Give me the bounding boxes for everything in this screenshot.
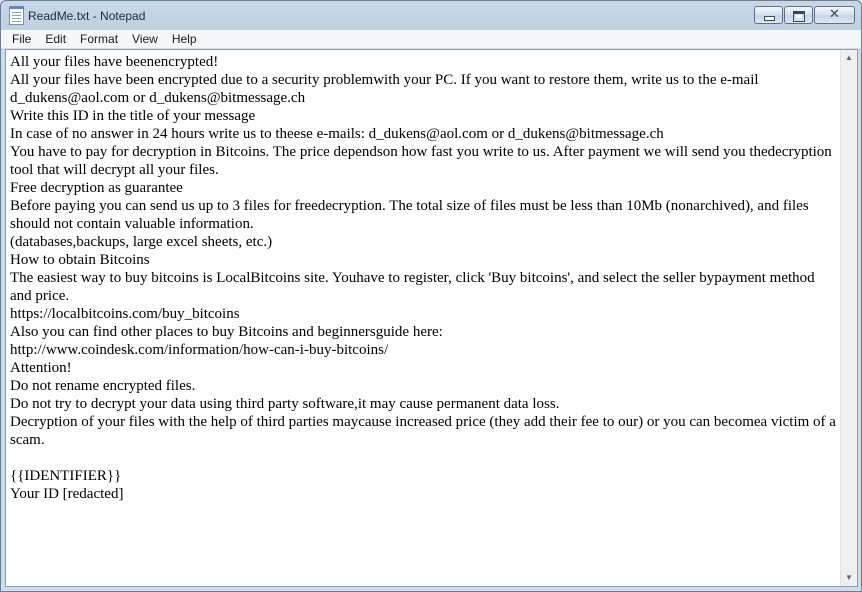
close-icon: ✕ — [829, 7, 840, 22]
menu-file[interactable]: File — [12, 32, 32, 46]
menu-edit[interactable]: Edit — [45, 32, 67, 46]
maximize-button[interactable] — [784, 6, 813, 24]
minimize-button[interactable] — [754, 6, 783, 24]
scroll-down-arrow-icon[interactable]: ▼ — [845, 573, 853, 582]
menu-view[interactable]: View — [132, 32, 158, 46]
document-text[interactable]: All your files have beenencrypted! All your files have been encrypted due to a security problemwith your PC. If you want to restore them, write us to the e-mail d_dukens@aol.com or d_dukens@bitmessage.ch Write this ID in the title of your message In case of no answer in 24 hours write us to theese e-mails: d_dukens@aol.com or d_dukens@bitmessage.ch You have to pay for decryption in Bitcoins. The price dependson how fast you write to us. After payment we will send you thedecryption tool that will decrypt all your files. Free decryption as guarantee Before paying you can send us up to 3 files for freedecryption. The total size of files must be less than 10Mb (nonarchived), and files should not contain valuable information. (databases,backups, large excel sheets, etc.) How to obtain Bitcoins The easiest way to buy bitcoins is LocalBitcoins site. Youhave to register, click 'Buy bitcoins', and select the seller bypayment method and price. https://localbitcoins.com/buy_bitcoins Also you can find other places to buy Bitcoins and beginnersguide here: http://www.coindesk.com/information/how-can-i-buy-bitcoins/ Attention! Do not rename encrypted files. Do not try to decrypt your data using third party software,it may cause permanent data loss. Decryption of your files with the help of third parties maycause increased price (they add their fee to our) or you can becomea victim of a scam. {{IDENTIFIER}} Your ID [redacted] — [10, 54, 836, 502]
text-editor[interactable] — [5, 49, 858, 587]
vertical-scrollbar[interactable] — [840, 50, 857, 586]
title-bar[interactable] — [1, 1, 861, 30]
menu-bar — [1, 30, 861, 49]
window-title: ReadMe.txt - Notepad — [28, 9, 146, 23]
menu-format[interactable]: Format — [80, 32, 119, 46]
menu-help[interactable]: Help — [171, 32, 197, 46]
maximize-icon — [793, 11, 805, 22]
minimize-icon — [764, 16, 775, 21]
close-button[interactable] — [814, 6, 855, 24]
notepad-icon[interactable] — [9, 8, 24, 25]
scroll-up-arrow-icon[interactable]: ▲ — [845, 53, 853, 62]
window-controls — [754, 6, 855, 24]
